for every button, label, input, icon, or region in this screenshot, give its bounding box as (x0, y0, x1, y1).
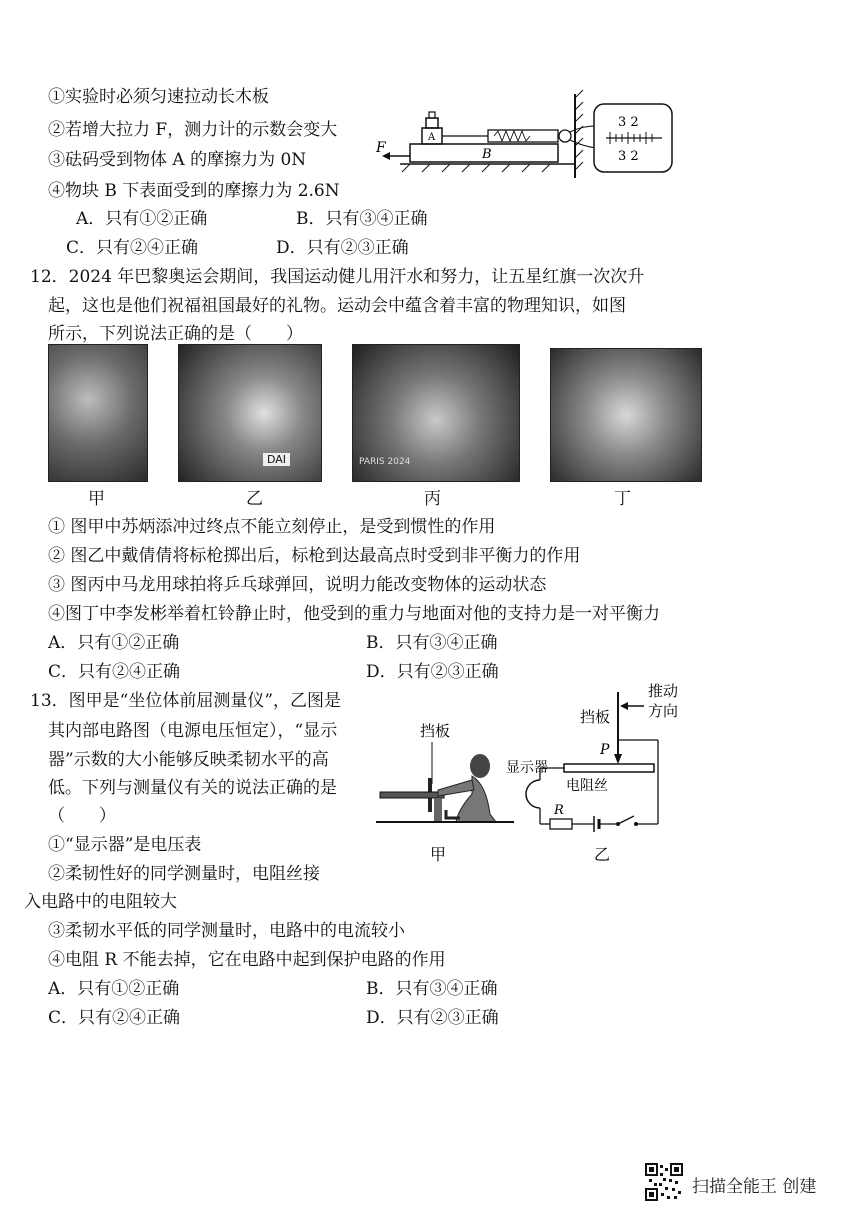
q13-option-a: A．只有①②正确 (48, 979, 180, 999)
q13-stem-line-3: 器”示数的大小能够反映柔韧水平的高 (48, 750, 329, 770)
q13-yi-wire: 电阻丝 (566, 778, 608, 794)
q11-item-2: ②若增大拉力 F，测力计的示数会变大 (48, 120, 338, 140)
q13-option-c: C．只有②④正确 (48, 1008, 181, 1028)
q12-option-c: C．只有②④正确 (48, 662, 181, 682)
q12-option-a: A．只有①②正确 (48, 633, 180, 653)
q11-label-f: F (376, 140, 386, 156)
q11-option-d: D．只有②③正确 (276, 238, 409, 258)
q13-jia-caption: 甲 (430, 845, 447, 864)
photo-bing-text: PARIS 2024 (359, 457, 411, 467)
q13-yi-p: P (600, 742, 610, 758)
q13-yi-display: 显示器 (506, 760, 548, 776)
q11-option-c: C．只有②④正确 (66, 238, 199, 258)
q12-option-d: D．只有②③正确 (366, 662, 499, 682)
q12-stem-line-2: 起，这也是他们祝福祖国最好的礼物。运动会中蕴含着丰富的物理知识，如图 (48, 296, 626, 316)
q11-label-b: B (482, 147, 492, 162)
q11-option-b: B．只有③④正确 (296, 209, 428, 229)
q12-option-b: B．只有③④正确 (366, 633, 498, 653)
caption-bing: 丙 (424, 489, 441, 509)
q13-item-3: ③柔韧水平低的同学测量时，电路中的电流较小 (48, 921, 405, 941)
q12-stem-line-3: 所示，下列说法正确的是（ ） (48, 324, 303, 344)
q13-yi-r: R (554, 803, 564, 818)
q12-item-4: ④图丁中李发彬举着杠铃静止时，他受到的重力与地面对他的支持力是一对平衡力 (48, 604, 660, 624)
q11-item-1: ①实验时必须匀速拉动长木板 (48, 87, 269, 107)
q13-item-2-cont: 入电路中的电阻较大 (24, 892, 177, 912)
q12-stem-line-1: 12．2024 年巴黎奥运会期间，我国运动健儿用汗水和努力，让五星红旗一次次升 (30, 267, 645, 287)
q13-yi-push1: 推动 (648, 682, 679, 700)
caption-yi: 乙 (246, 489, 263, 509)
qr-code-icon (645, 1163, 683, 1201)
photo-ding (550, 348, 702, 482)
q13-stem-line-4: 低。下列与测量仪有关的说法正确的是 (48, 778, 337, 798)
q13-figure-jia (376, 714, 516, 864)
q13-stem-line-5: （ ） (48, 806, 116, 826)
caption-ding: 丁 (614, 489, 631, 509)
q12-item-1: ① 图甲中苏炳添冲过终点不能立刻停止，是受到惯性的作用 (48, 517, 496, 537)
q13-figure-yi (500, 682, 680, 872)
q13-yi-push2: 方向 (648, 702, 679, 720)
q11-item-4: ④物块 B 下表面受到的摩擦力为 2.6N (48, 181, 340, 201)
q11-item-3: ③砝码受到物体 A 的摩擦力为 0N (48, 150, 307, 170)
q13-item-2: ②柔韧性好的同学测量时，电阻丝接 (48, 864, 320, 884)
q12-item-3: ③ 图丙中马龙用球拍将乒乓球弹回，说明力能改变物体的运动状态 (48, 575, 547, 595)
q13-stem-line-1: 13．图甲是“坐位体前屈测量仪”，乙图是 (30, 691, 342, 711)
q13-jia-baffle-label: 挡板 (420, 722, 451, 740)
photo-bing (352, 344, 520, 482)
q13-stem-line-2: 其内部电路图（电源电压恒定），“显示 (48, 721, 338, 741)
q13-option-b: B．只有③④正确 (366, 979, 498, 999)
q12-item-2: ② 图乙中戴倩倩将标枪掷出后，标枪到达最高点时受到非平衡力的作用 (48, 546, 581, 566)
q11-label-a: A (428, 132, 436, 143)
q13-yi-baffle: 挡板 (580, 708, 611, 726)
q13-option-d: D．只有②③正确 (366, 1008, 499, 1028)
photo-jia (48, 344, 148, 482)
photo-yi-bib: DAI (263, 453, 290, 466)
q11-option-a: A．只有①②正确 (76, 209, 208, 229)
caption-jia: 甲 (88, 489, 105, 509)
photo-yi (178, 344, 322, 482)
q11-friction-figure (370, 86, 680, 186)
footer-brand: 扫描全能王 创建 (692, 1177, 817, 1197)
q13-yi-caption: 乙 (594, 845, 611, 864)
q11-scale-top: 3 2 (618, 115, 639, 130)
q13-item-4: ④电阻 R 不能去掉，它在电路中起到保护电路的作用 (48, 950, 446, 970)
q11-scale-bottom: 3 2 (618, 149, 639, 164)
q13-item-1: ①“显示器”是电压表 (48, 835, 202, 855)
